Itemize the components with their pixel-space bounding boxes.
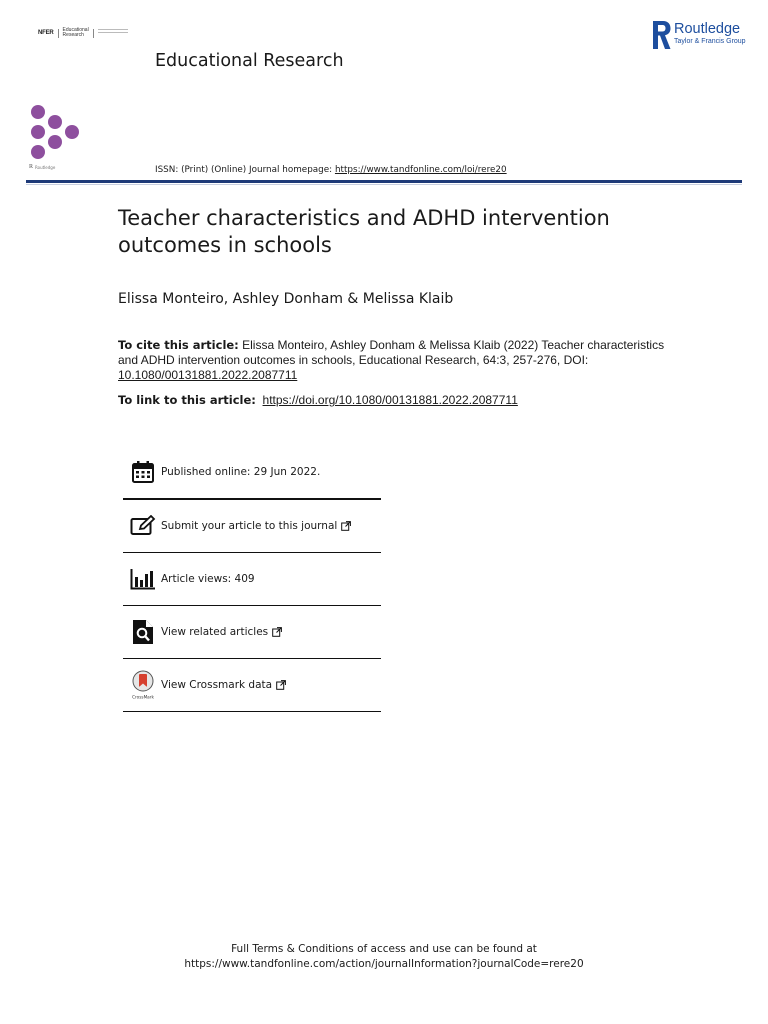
- cover-dot: [31, 145, 45, 159]
- submit-article-row[interactable]: [123, 500, 381, 553]
- crossmark-icon: [127, 669, 159, 701]
- cover-imprint-icon: R: [29, 164, 34, 170]
- nfer-journal-name: [63, 28, 89, 38]
- submit-article-link[interactable]: Submit your article to this journal: [161, 520, 338, 532]
- nfer-divider: [58, 29, 59, 38]
- citation-doi-link[interactable]: 10.1080/00131881.2022.2087711: [118, 368, 298, 382]
- citation-text: Elissa Monteiro, Ashley Donham & Melissa Klaib (2022) Teacher characteristics and ADHD intervention outcomes in schools, Educational Research, 64:3, 257-276, DOI:: [118, 338, 665, 367]
- cover-dot: [48, 135, 62, 149]
- crossmark-row[interactable]: [123, 659, 381, 712]
- terms-footer: [0, 942, 768, 972]
- article-views: Article views: 409: [161, 573, 255, 585]
- cover-dot: [48, 115, 62, 129]
- bar-chart-icon: [127, 563, 159, 595]
- cover-imprint-text: Routledge: [35, 164, 56, 170]
- external-link-icon: [276, 680, 286, 690]
- citation-label: To cite this article:: [118, 338, 239, 352]
- cover-dot: [31, 105, 45, 119]
- article-authors: Elissa Monteiro, Ashley Donham & Melissa Klaib: [118, 291, 454, 307]
- article-info-panel: [123, 446, 381, 712]
- related-articles-row[interactable]: [123, 606, 381, 659]
- publisher-logo: [653, 21, 746, 49]
- issn-text: ISSN: (Print) (Online) Journal homepage:: [155, 165, 335, 175]
- nfer-fine-print: [98, 29, 128, 37]
- related-articles-link[interactable]: View related articles: [161, 626, 269, 638]
- journal-title: Educational Research: [155, 51, 344, 71]
- citation-block: [118, 338, 678, 383]
- routledge-logo-icon: [653, 21, 671, 49]
- nfer-logo: [38, 27, 128, 39]
- publisher-subtitle: Taylor & Francis Group: [674, 38, 746, 45]
- nfer-name-line1: Educational: [62, 27, 89, 33]
- cover-dot: [31, 125, 45, 139]
- article-views-row: [123, 553, 381, 606]
- external-link-icon: [272, 627, 282, 637]
- crossmark-link[interactable]: View Crossmark data: [161, 679, 273, 691]
- cover-imprint: [29, 164, 55, 170]
- external-link-icon: [341, 521, 351, 531]
- nfer-name-line2: Research: [62, 32, 84, 38]
- published-row: [123, 446, 381, 500]
- header-rule: [26, 180, 742, 183]
- nfer-divider-2: [93, 29, 94, 38]
- journal-homepage-link[interactable]: https://www.tandfonline.com/loi/rere20: [334, 165, 507, 175]
- terms-url[interactable]: https://www.tandfonline.com/action/journalInformation?journalCode=rere20: [184, 958, 584, 970]
- calendar-icon: [127, 456, 159, 488]
- published-date: Published online: 29 Jun 2022.: [161, 466, 321, 478]
- terms-text: Full Terms & Conditions of access and use can be found at: [231, 943, 537, 955]
- issn-line: [155, 165, 507, 175]
- publisher-name: Routledge: [674, 21, 741, 37]
- nfer-mark: NFER: [38, 30, 54, 36]
- article-doi-link[interactable]: https://doi.org/10.1080/00131881.2022.2087711: [262, 393, 518, 407]
- article-link-block: [118, 393, 518, 407]
- edit-icon: [127, 510, 159, 542]
- header-rule-thin: [26, 184, 742, 185]
- journal-cover-logo: [27, 103, 83, 161]
- crossmark-icon-caption: CrossMark: [132, 694, 154, 700]
- document-search-icon: [127, 616, 159, 648]
- article-link-label: To link to this article:: [118, 393, 256, 407]
- cover-dot: [65, 125, 79, 139]
- article-title: Teacher characteristics and ADHD intervention outcomes in schools: [118, 206, 610, 257]
